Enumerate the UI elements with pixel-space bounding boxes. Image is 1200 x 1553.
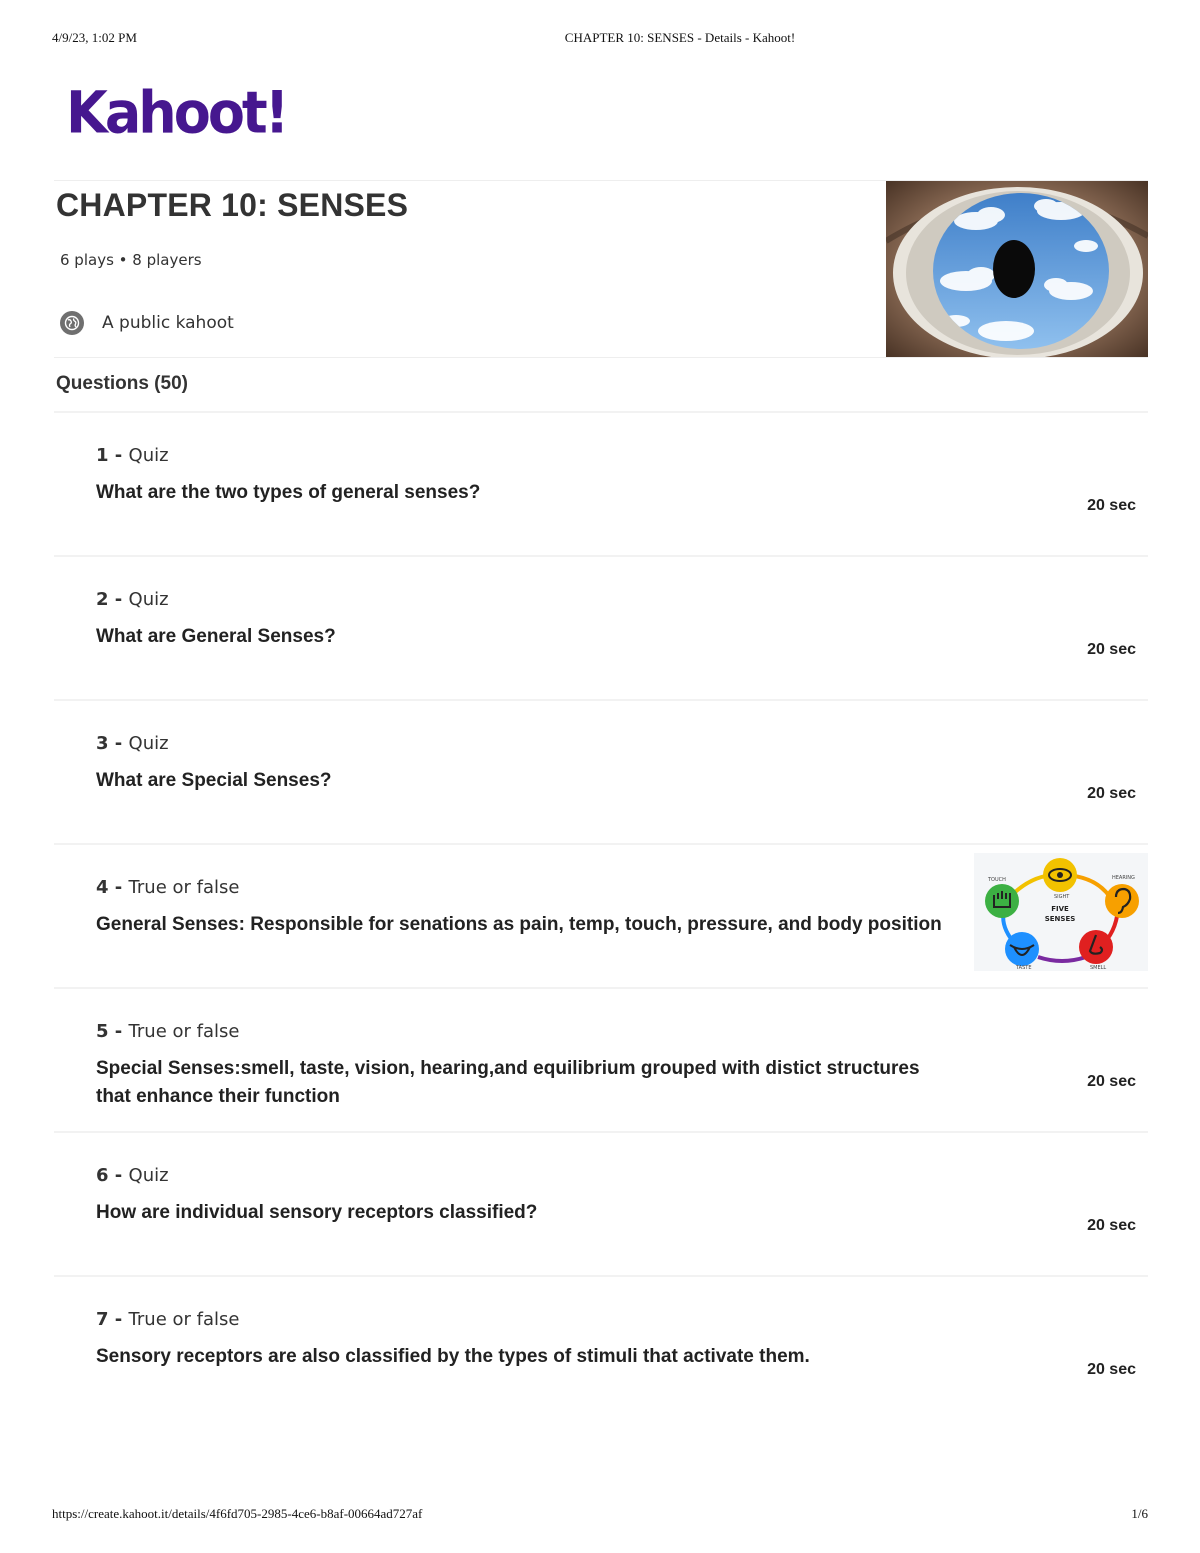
- time-limit: 20 sec: [1087, 785, 1136, 802]
- question-type: 4 - True or false: [96, 877, 240, 898]
- time-limit: 20 sec: [1087, 497, 1136, 514]
- five-senses-image: [974, 853, 1148, 971]
- question-card[interactable]: [54, 1131, 1148, 1275]
- svg-text:FIVE: FIVE: [1051, 905, 1069, 913]
- question-type: 6 - Quiz: [96, 1165, 169, 1186]
- time-limit: 20 sec: [1087, 1361, 1136, 1378]
- question-type: 7 - True or false: [96, 1309, 240, 1330]
- print-footer: [0, 1506, 1200, 1526]
- svg-text:SMELL: SMELL: [1090, 965, 1107, 971]
- globe-icon: [60, 311, 84, 335]
- question-type: 1 - Quiz: [96, 445, 169, 466]
- question-text: What are the two types of general senses?: [96, 482, 481, 503]
- question-card[interactable]: [54, 987, 1148, 1131]
- question-text: Sensory receptors are also classified by the types of stimuli that activate them.: [96, 1346, 810, 1367]
- svg-text:SENSES: SENSES: [1044, 915, 1076, 923]
- kahoot-summary-card: [54, 180, 1148, 358]
- question-card[interactable]: [54, 555, 1148, 699]
- print-header: [0, 30, 1200, 50]
- question-card[interactable]: [54, 699, 1148, 843]
- print-document-title: CHAPTER 10: SENSES - Details - Kahoot!: [564, 30, 796, 45]
- print-datetime: 4/9/23, 1:02 PM: [52, 30, 137, 45]
- time-limit: 20 sec: [1087, 1217, 1136, 1234]
- page-title: CHAPTER 10: SENSES: [56, 187, 409, 223]
- print-url: https://create.kahoot.it/details/4f6fd705-2985-4ce6-b8af-00664ad727af: [52, 1506, 423, 1521]
- svg-text:SIGHT: SIGHT: [1054, 894, 1070, 900]
- question-type: 3 - Quiz: [96, 733, 169, 754]
- svg-text:HEARING: HEARING: [1112, 875, 1135, 881]
- svg-text:TOUCH: TOUCH: [988, 877, 1006, 883]
- question-type: 2 - Quiz: [96, 589, 169, 610]
- cover-image: [886, 181, 1148, 357]
- question-card[interactable]: [54, 411, 1148, 555]
- visibility-row: [60, 311, 234, 335]
- logo-text: Kahoot!: [66, 78, 287, 147]
- question-card[interactable]: [54, 843, 1148, 987]
- question-text: How are individual sensory receptors classified?: [96, 1202, 538, 1223]
- time-limit: 20 sec: [1087, 1073, 1136, 1090]
- play-stats: 6 plays • 8 players: [60, 251, 202, 269]
- question-text: Special Senses:smell, taste, vision, hearing,and equilibrium grouped with distict structures that enhance their function: [96, 1058, 920, 1107]
- print-page-indicator: 1/6: [1131, 1506, 1148, 1521]
- visibility-label: A public kahoot: [102, 313, 234, 333]
- question-type: 5 - True or false: [96, 1021, 240, 1042]
- questions-heading: Questions (50): [56, 373, 188, 394]
- svg-text:TASTE: TASTE: [1016, 965, 1032, 971]
- kahoot-logo[interactable]: [66, 80, 286, 146]
- question-text: What are Special Senses?: [96, 770, 332, 791]
- question-text: General Senses: Responsible for senations as pain, temp, touch, pressure, and body position: [96, 914, 942, 935]
- question-card[interactable]: [54, 1275, 1148, 1419]
- question-text: What are General Senses?: [96, 626, 336, 647]
- time-limit: 20 sec: [1087, 641, 1136, 658]
